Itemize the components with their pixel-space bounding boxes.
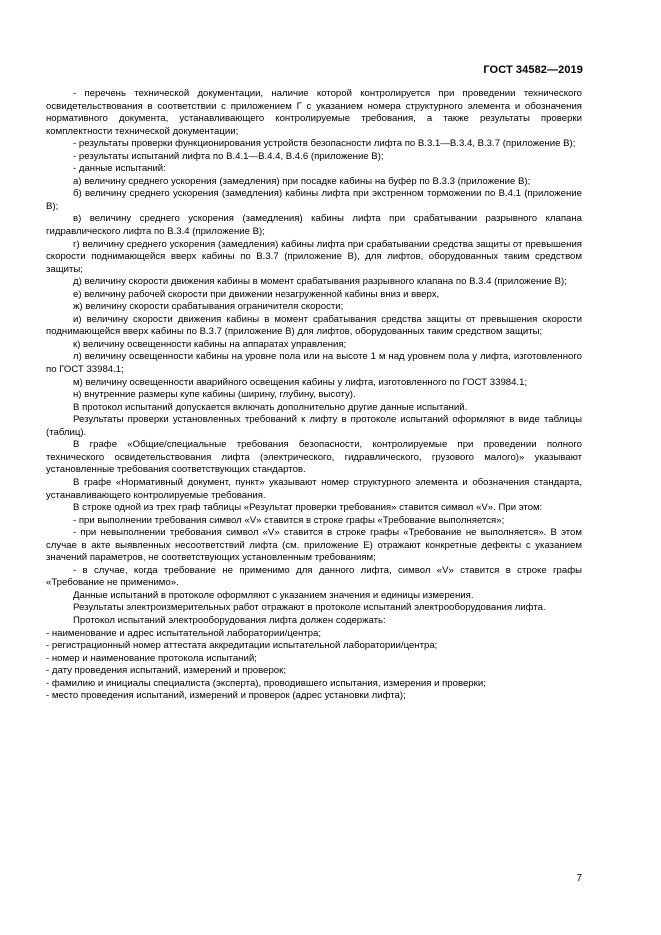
paragraph: Результаты проверки установленных требований к лифту в протоколе испытаний оформляют в виде таблицы (таблиц). [46,414,582,438]
paragraph: - результаты проверки функционирования устройств безопасности лифта по В.3.1—В.3.4, В.3.7 (приложение В); [73,138,576,150]
paragraph: д) величину скорости движения кабины в момент срабатывания разрывного клапана по В.3.4 (приложение В); [73,276,567,288]
paragraph: а) величину среднего ускорения (замедления) при посадке кабины на буфер по В.3.3 (приложение В); [73,175,531,187]
paragraph: В строке одной из трех граф таблицы «Результат проверки требования» ставится символ «V». При этом: [73,502,543,514]
paragraph: - при невыполнении требования символ «V» ставится в строке графы «Требование не выполняется». В этом случае в акте выявленных несоответствий лифта (см. приложение Е) отражают конкретные дефекты с указанием значений параметров, не соответствующих установленным требованиям; [46,527,582,564]
paragraph: - номер и наименование протокола испытаний; [46,652,257,664]
paragraph: б) величину среднего ускорения (замедления) кабины лифта при экстренном торможении по В.4.1 (приложение В); [46,188,582,212]
paragraph: в) величину среднего ускорения (замедления) кабины лифта при срабатывании разрывного клапана гидравлического лифта по В.3.4 (приложение В); [46,213,582,238]
paragraph: Данные испытаний в протоколе оформляют с указанием значения и единицы измерения. [73,589,474,601]
paragraph: Протокол испытаний электрооборудования лифта должен содержать: [73,614,386,626]
paragraph: н) внутренние размеры купе кабины (ширину, глубину, высоту). [73,389,356,401]
paragraph: - регистрационный номер аттестата аккредитации испытательной лаборатории/центра; [46,640,438,652]
paragraph: Результаты электроизмерительных работ отражают в протоколе испытаний электрооборудования лифта. [73,602,546,614]
paragraph: - место проведения испытаний, измерений и проверок (адрес установки лифта); [46,690,406,702]
paragraph: В графе «Общие/специальные требования безопасности, контролируемые при проведении полного технического освидетельствования лифта (электрического, гидравлического, грузового малого)» указывают установленные требования соответствующих стандартов. [46,439,582,476]
paragraph: В графе «Нормативный документ, пункт» указывают номер структурного элемента и обозначения стандарта, устанавливающего контролируемые требования. [46,476,582,501]
paragraph: - результаты испытаний лифта по В.4.1—В.4.4, В.4.6 (приложение В); [73,150,384,162]
document-body [46,88,582,703]
document-standard-header: ГОСТ 34582—2019 [483,64,583,76]
paragraph: - фамилию и инициалы специалиста (эксперта), проводившего испытания, измерения и проверки; [46,677,486,689]
paragraph: е) величину рабочей скорости при движении незагруженной кабины вниз и вверх, [73,288,440,300]
paragraph: к) величину освещенности кабины на аппаратах управления; [73,338,347,350]
paragraph: - перечень технической документации, наличие которой контролируется при проведении технического освидетельствования в соответствии с приложением Г с указанием номера структурного элемента и обозначения нормативного документа, устанавливающего контролируемые требования, а также результаты проверки комплектности технической документации; [46,88,582,137]
page-number: 7 [576,873,582,884]
paragraph: и) величину скорости движения кабины в момент срабатывания средства защиты от превышения скорости поднимающейся вверх кабины по В.3.7 (приложение В) для лифтов, оборудованных таким средством защиты; [46,313,582,338]
paragraph: ж) величину скорости срабатывания ограничителя скорости; [73,301,344,313]
paragraph: г) величину среднего ускорения (замедления) кабины лифта при срабатывании средства защиты от превышения скорости поднимающейся вверх кабины по В.3.7 (приложение В), для лифтов, оборудованных таким средством защиты; [46,238,582,275]
paragraph: - данные испытаний: [73,163,166,175]
paragraph: м) величину освещенности аварийного освещения кабины у лифта, изготовленного по ГОСТ 33984.1; [73,376,528,388]
paragraph: - дату проведения испытаний, измерений и проверок; [46,665,286,677]
paragraph: - в случае, когда требование не применимо для данного лифта, символ «V» ставится в строке графы «Требование не применимо». [46,564,582,589]
paragraph: - наименование и адрес испытательной лаборатории/центра; [46,627,322,639]
paragraph: л) величину освещенности кабины на уровне пола или на высоте 1 м над уровнем пола у лифта, изготовленного по ГОСТ 33984.1; [46,351,582,376]
paragraph: - при выполнении требования символ «V» ставится в строке графы «Требование выполняется»; [73,514,505,526]
paragraph: В протокол испытаний допускается включать дополнительно другие данные испытаний. [73,401,468,413]
